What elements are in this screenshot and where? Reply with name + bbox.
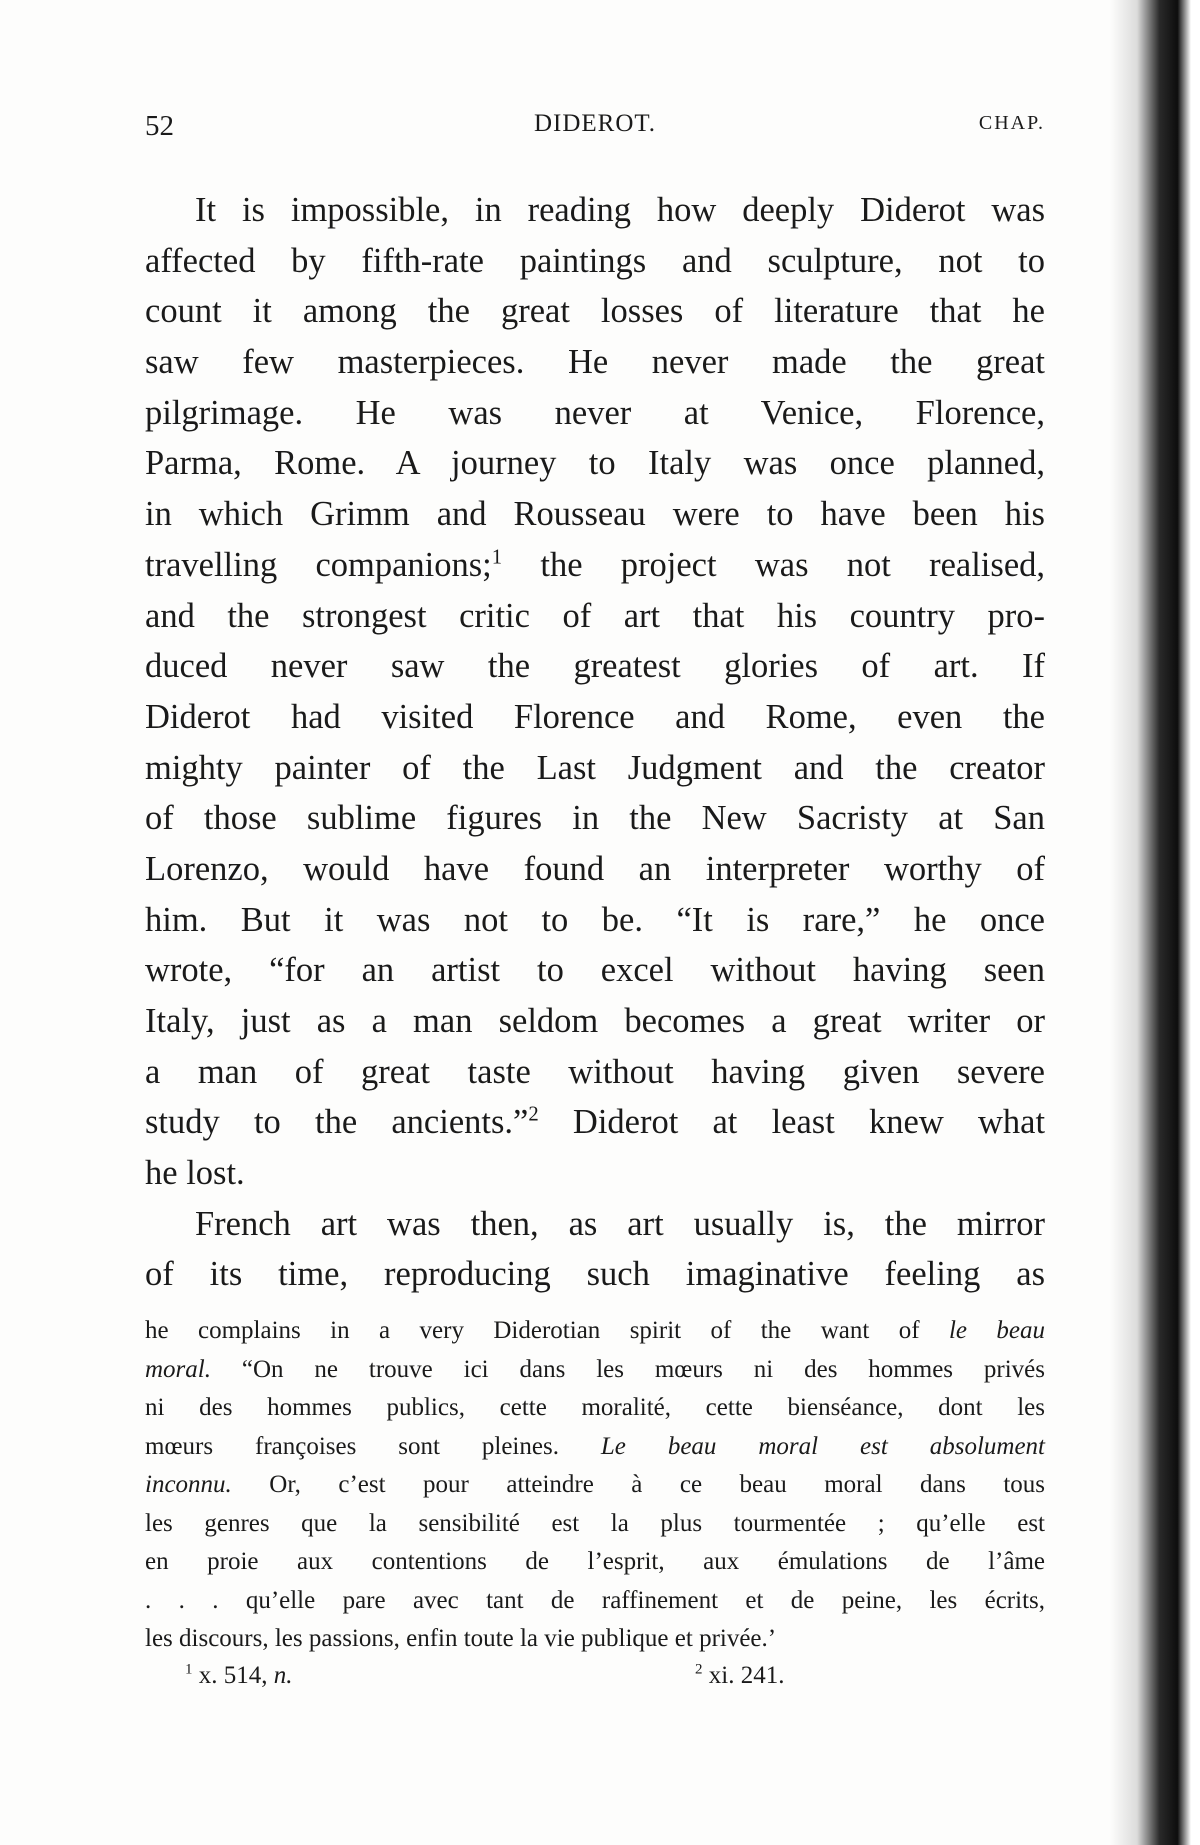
text-line: Lorenzo, would have found an interpreter worthy of <box>145 849 1045 888</box>
text-line: of those sublime figures in the New Sacristy at San <box>145 799 1045 838</box>
text-fragment: Diderot at least knew what <box>572 1103 1046 1142</box>
footnote-continuation <box>145 1312 1045 1659</box>
italic-fragment: Le beau moral est absolument <box>600 1432 1045 1460</box>
text-line: mighty painter of the Last Judgment and the creator <box>145 748 1045 787</box>
footnote-mark: 2 <box>695 1661 703 1678</box>
footnote-line: les genres que la sensibilité est la plus tourmentée ; qu’elle est <box>145 1509 1045 1537</box>
text-line: and the strongest critic of art that his country pro- <box>145 596 1045 635</box>
text-line: Diderot had visited Florence and Rome, even the <box>145 697 1045 736</box>
footnote-line: ni des hommes publics, cette moralité, cette bienséance, dont les <box>145 1394 1045 1421</box>
chapter-label: CHAP. <box>978 112 1045 134</box>
text-fragment: travelling companions; <box>145 545 492 584</box>
footnote-ref: 1 <box>491 546 503 569</box>
text-line: affected by fifth-rate paintings and sculpture, not to <box>145 241 1045 280</box>
text-line: duced never saw the greatest glories of art. If <box>145 647 1045 686</box>
text-line: Parma, Rome. A journey to Italy was once planned, <box>145 444 1045 483</box>
italic-fragment: moral. <box>145 1355 211 1383</box>
footnote-line <box>145 1428 1045 1467</box>
footnote-line: en proie aux contentions de l’esprit, aux émulations de l’âme <box>145 1548 1045 1575</box>
text-line: French art was then, as art usually is, the mirror <box>195 1204 1045 1243</box>
text-line: wrote, “for an artist to excel without having seen <box>145 951 1045 990</box>
text-line: count it among the great losses of literature that he <box>145 292 1045 331</box>
text-fragment: study to the ancients.” <box>145 1103 529 1142</box>
footnote-ref: 2 <box>528 1103 539 1126</box>
footnote-line <box>145 1312 1045 1351</box>
text-line: he lost. <box>145 1154 245 1193</box>
running-head <box>145 110 1045 150</box>
footnote-mark: 1 <box>185 1661 193 1678</box>
text-line: in which Grimm and Rousseau were to have been his <box>145 495 1045 534</box>
running-title: DIDEROT. <box>533 110 657 137</box>
footnote-line: les discours, les passions, enfin toute la vie publique et privée.’ <box>145 1625 777 1652</box>
text-line: Italy, just as a man seldom becomes a great writer or <box>145 1002 1045 1040</box>
footnote-line: . . . qu’elle pare avec tant de raffinement et de peine, les écrits, <box>145 1586 1045 1614</box>
footnote-text: xi. 241. <box>708 1662 785 1689</box>
text-line: It is impossible, in reading how deeply Diderot was <box>195 191 1045 229</box>
page-number: 52 <box>145 110 174 142</box>
italic-fragment: inconnu. <box>145 1471 232 1498</box>
footnote-italic: n. <box>273 1662 293 1689</box>
text-line: pilgrimage. He was never at Venice, Florence, <box>145 393 1045 432</box>
text-fragment: he complains in a very Diderotian spirit of the want of <box>145 1317 920 1344</box>
binding-shadow <box>1110 0 1200 1845</box>
text-line: a man of great taste without having given severe <box>145 1052 1045 1091</box>
footnote-line <box>145 1351 1045 1390</box>
main-text <box>145 185 1045 1300</box>
text-fragment: mœurs françoises sont pleines. <box>145 1432 559 1460</box>
italic-fragment: le beau <box>948 1317 1046 1344</box>
footnote-line <box>145 1466 1045 1505</box>
text-line: saw few masterpieces. He never made the great <box>145 343 1045 382</box>
footnote-2 <box>695 1662 784 1690</box>
text-fragment: Or, c’est pour atteindre à ce beau moral dans tous <box>269 1471 1045 1498</box>
text-line <box>145 1097 1045 1148</box>
text-line: him. But it was not to be. “It is rare,” he once <box>145 900 1045 939</box>
footnotes <box>185 1662 985 1702</box>
text-line: of its time, reproducing such imaginative feeling as <box>145 1255 1045 1294</box>
text-fragment: “On ne trouve ici dans les mœurs ni des hommes privés <box>241 1355 1046 1383</box>
text-line <box>145 540 1045 591</box>
text-fragment: the project was not realised, <box>540 545 1046 584</box>
footnote-text: x. 514, <box>198 1662 268 1689</box>
footnote-1 <box>185 1662 293 1690</box>
